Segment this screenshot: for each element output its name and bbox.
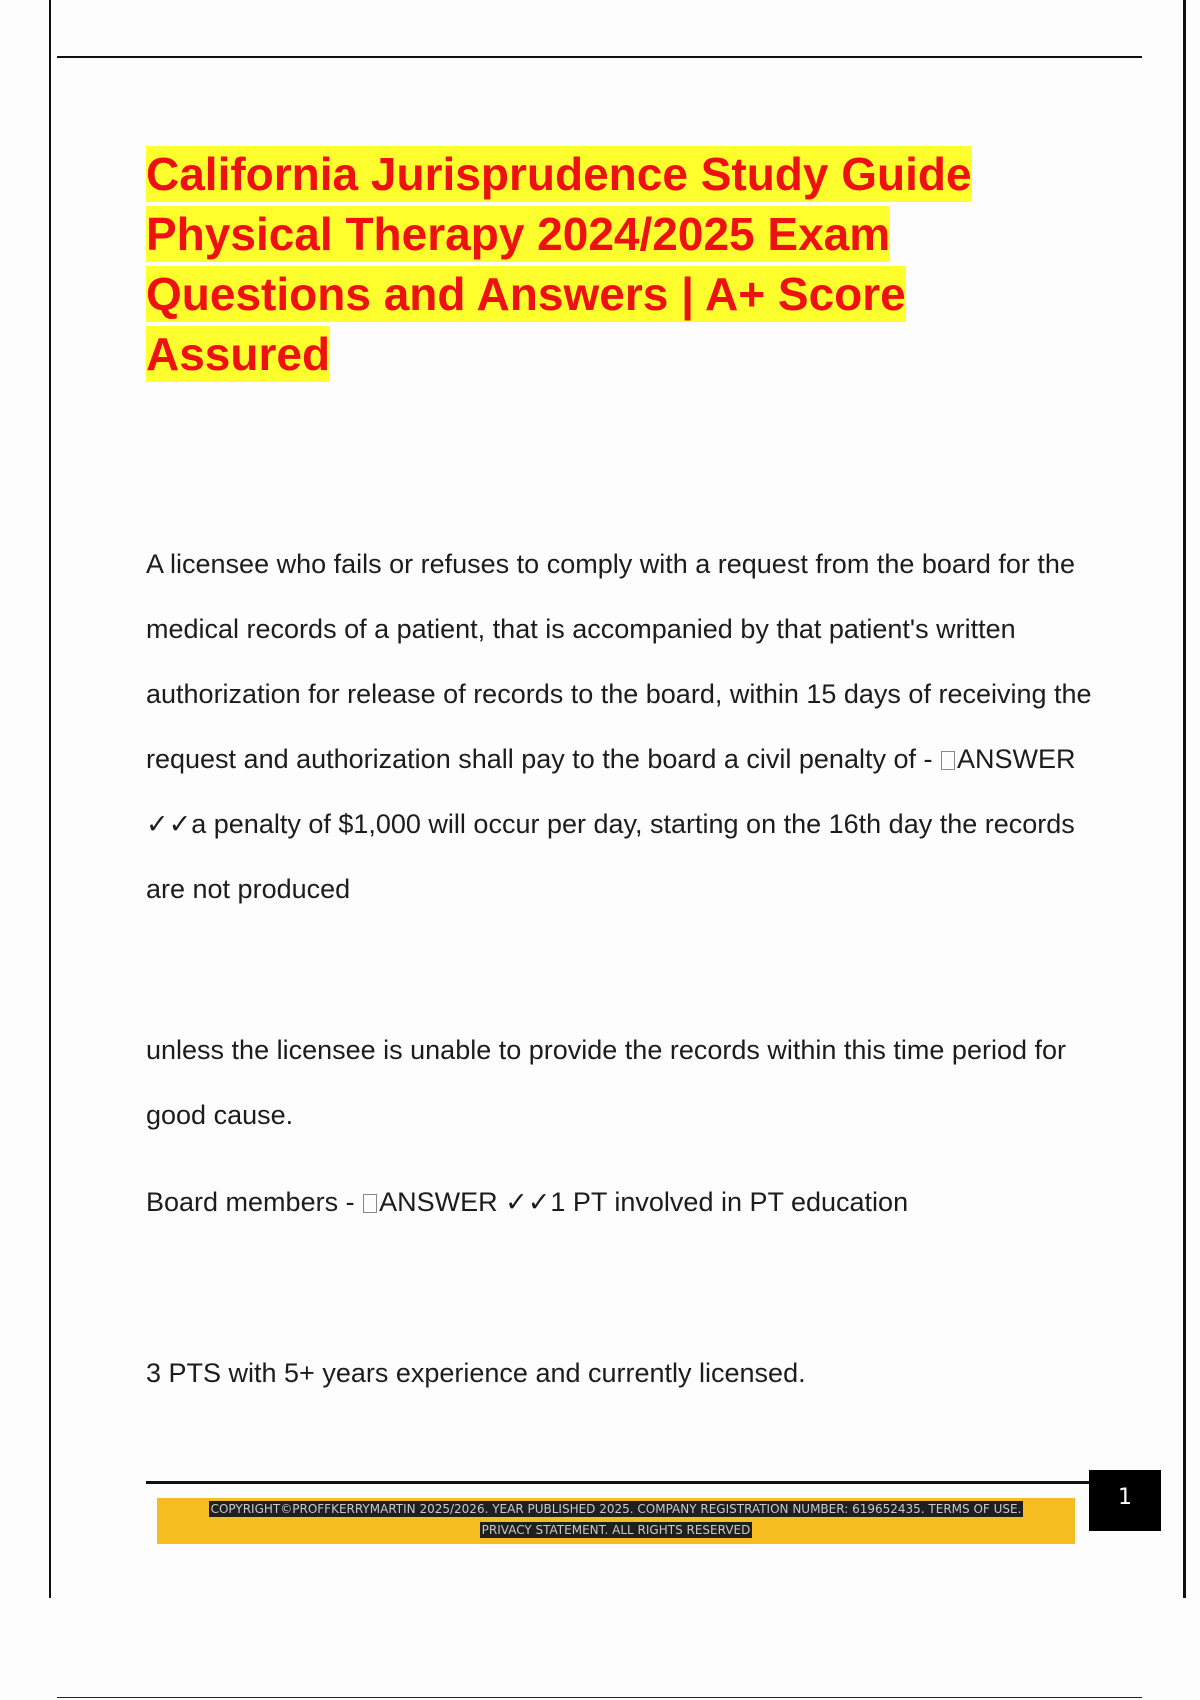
- title-line-4: Assured: [146, 328, 331, 380]
- bottom-divider: [57, 1697, 1142, 1698]
- question-1-answer: a penalty of $1,000 will occur per day, starting on the 16th day the records are not produced: [146, 809, 1075, 904]
- missing-glyph-icon: [363, 1194, 377, 1213]
- title-line-2: Physical Therapy 2024/2025 Exam: [146, 208, 891, 260]
- question-1: [146, 532, 1106, 922]
- question-2-prompt: Board members -: [146, 1187, 355, 1217]
- question-1-continuation: unless the licensee is unable to provide the records within this time period for good cause.: [146, 1035, 1066, 1130]
- title-line-1: California Jurisprudence Study Guide: [146, 148, 972, 200]
- question-2-answer: 1 PT involved in PT education: [550, 1187, 909, 1217]
- top-divider: [57, 56, 1142, 58]
- question-2-continuation: 3 PTS with 5+ years experience and currently licensed.: [146, 1358, 806, 1388]
- question-1-prompt: A licensee who fails or refuses to comply with a request from the board for the medical records of a patient, that is accompanied by that patient's written authorization for release of records to the board, within 15 days of receiving the request and authorization shall pay to the board a civil penalty of -: [146, 549, 1092, 774]
- footer-rights-line: PRIVACY STATEMENT. ALL RIGHTS RESERVED: [481, 1523, 751, 1537]
- question-1-answer-label: ANSWER ✓✓: [146, 744, 1076, 839]
- right-page-border: [1183, 0, 1186, 1598]
- question-2-answer-label: ANSWER ✓✓: [379, 1187, 551, 1217]
- footer-copyright-line: COPYRIGHT©PROFFKERRYMARTIN 2025/2026. YEAR PUBLISHED 2025. COMPANY REGISTRATION NUMBER: 619652435. TERMS OF USE.: [210, 1502, 1022, 1516]
- question-2: [146, 1172, 1106, 1232]
- missing-glyph-icon: [941, 751, 955, 770]
- left-page-border: [49, 0, 51, 1598]
- document-title: [146, 144, 1066, 384]
- title-line-3: Questions and Answers | A+ Score: [146, 268, 906, 320]
- page-number: 1: [1089, 1470, 1161, 1531]
- footer-divider: [146, 1481, 1091, 1484]
- footer-copyright: [157, 1499, 1075, 1541]
